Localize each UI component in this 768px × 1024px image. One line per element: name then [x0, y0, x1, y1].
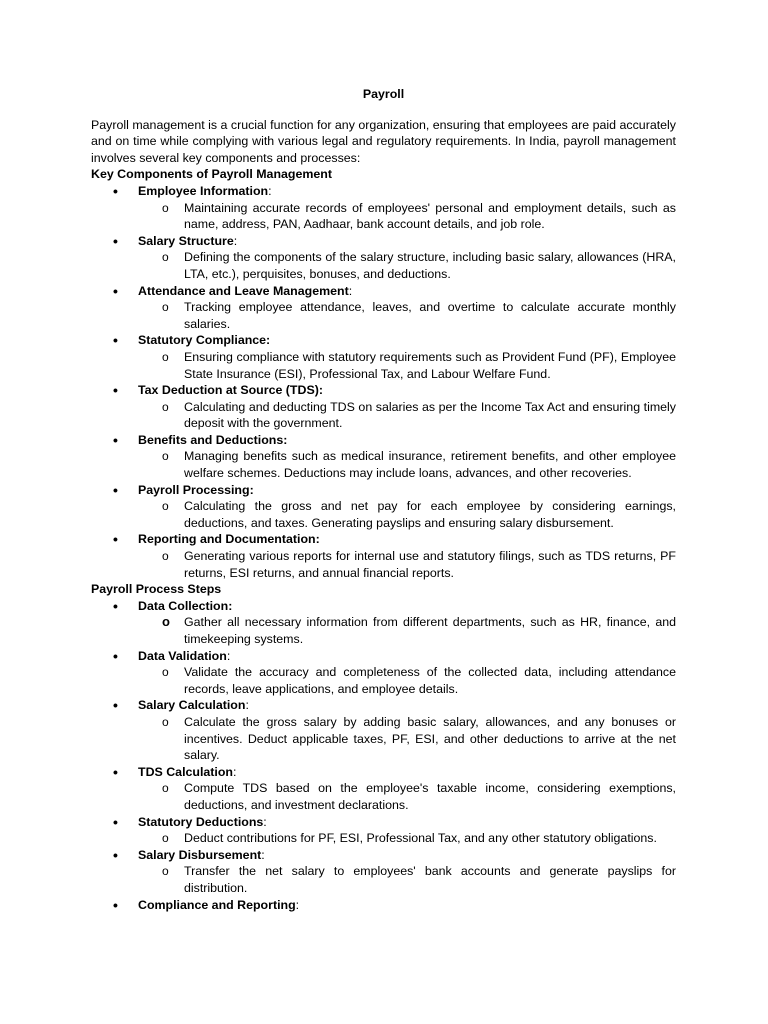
list-item	[91, 598, 676, 648]
bullet-icon: •	[113, 332, 118, 349]
document-body	[91, 166, 676, 913]
circle-bullet-icon: o	[162, 300, 169, 315]
sub-list	[91, 830, 676, 847]
item-title: Reporting and Documentation:	[138, 532, 320, 547]
list-item	[91, 697, 676, 763]
item-colon: :	[245, 698, 249, 713]
item-title: Data Collection:	[138, 598, 233, 613]
list-item	[91, 382, 676, 432]
sub-item-text: Generating various reports for internal use and statutory filings, such as TDS returns, PF returns, ESI returns, and annual financial reports.	[184, 549, 676, 580]
list-item	[91, 648, 676, 698]
bullet-icon: •	[113, 697, 118, 714]
item-title: TDS Calculation	[138, 764, 234, 779]
bullet-icon: •	[113, 232, 118, 249]
item-title: Salary Calculation	[138, 698, 246, 713]
sub-item-text: Gather all necessary information from different departments, such as HR, finance, and timekeeping systems.	[184, 615, 676, 646]
sub-list	[91, 614, 676, 647]
item-colon: :	[348, 283, 353, 298]
sub-list-item	[138, 200, 676, 233]
item-title: Attendance and Leave Management	[138, 283, 349, 298]
bullet-icon: •	[113, 597, 118, 614]
item-title: Benefits and Deductions:	[138, 432, 288, 447]
list-item	[91, 432, 676, 482]
circle-bullet-icon: o	[162, 349, 169, 364]
circle-bullet-icon: o	[162, 831, 169, 846]
item-title: Tax Deduction at Source (TDS):	[138, 383, 323, 398]
sub-list	[91, 349, 676, 382]
bullet-icon: •	[113, 531, 118, 548]
list-item	[91, 814, 676, 847]
circle-bullet-icon: o	[162, 781, 169, 796]
sub-list-item	[138, 780, 676, 813]
item-title: Statutory Compliance:	[138, 333, 271, 348]
sub-list	[91, 863, 676, 896]
sub-list	[91, 780, 676, 813]
sub-list	[91, 448, 676, 481]
circle-bullet-icon: o	[162, 714, 169, 729]
list-item	[91, 283, 676, 333]
sub-list	[91, 498, 676, 531]
list-item	[91, 847, 676, 897]
item-colon: :	[263, 814, 267, 829]
item-colon: :	[261, 847, 265, 862]
item-colon: :	[268, 183, 272, 198]
sub-item-text: Tracking employee attendance, leaves, and overtime to calculate accurate monthly salaries.	[184, 300, 676, 331]
sub-list-item	[138, 548, 676, 581]
sub-item-text: Managing benefits such as medical insurance, retirement benefits, and other employee welfare schemes. Deductions may include loans, advances, and other recoveries.	[184, 449, 676, 481]
item-title: Salary Disbursement	[138, 847, 262, 862]
item-title: Employee Information	[138, 183, 269, 198]
circle-bullet-icon: o	[162, 449, 169, 464]
list-item	[91, 897, 676, 914]
circle-bullet-icon: o	[162, 499, 169, 514]
item-title: Payroll Processing:	[138, 482, 254, 497]
sub-list-item	[138, 664, 676, 697]
sub-list-item	[138, 448, 676, 481]
list-item	[91, 233, 676, 283]
sub-list-item	[138, 863, 676, 896]
bullet-icon: •	[113, 481, 118, 498]
item-colon: :	[295, 897, 300, 912]
sub-list	[91, 548, 676, 581]
item-title: Salary Structure	[138, 233, 234, 248]
sub-list-item	[138, 614, 676, 647]
sub-list	[91, 399, 676, 432]
item-title: Compliance and Reporting	[138, 897, 296, 912]
circle-bullet-icon: o	[162, 250, 169, 265]
list-item	[91, 531, 676, 581]
sub-item-text: Calculate the gross salary by adding basic salary, allowances, and any bonuses or incentives. Deduct applicable taxes, PF, ESI, and other deductions to arrive at the net salary.	[184, 714, 676, 763]
circle-bullet-icon: o	[162, 864, 169, 879]
item-title: Statutory Deductions	[138, 814, 264, 829]
bullet-icon: •	[113, 647, 118, 664]
list-item	[91, 332, 676, 382]
sub-item-text: Compute TDS based on the employee's taxable income, considering exemptions, deductions, and investment declarations.	[184, 781, 676, 812]
bullet-icon: •	[113, 182, 118, 199]
sub-list-item	[138, 249, 676, 282]
sub-list	[91, 714, 676, 764]
section-heading: Key Components of Payroll Management	[91, 167, 332, 182]
item-title: Data Validation	[138, 648, 227, 663]
sub-item-text: Deduct contributions for PF, ESI, Professional Tax, and any other statutory obligations.	[184, 831, 657, 846]
sub-item-text: Defining the components of the salary structure, including basic salary, allowances (HRA, LTA, etc.), perquisites, bonuses, and deductions.	[184, 250, 676, 281]
bullet-icon: •	[113, 282, 118, 299]
sub-list-item	[138, 399, 676, 432]
bullet-icon: •	[113, 813, 118, 830]
item-colon: :	[233, 764, 237, 779]
list-item	[91, 764, 676, 814]
item-colon: :	[226, 648, 231, 663]
page-title: Payroll	[362, 87, 405, 101]
list-item	[91, 183, 676, 233]
bullet-icon: •	[113, 896, 118, 913]
circle-bullet-icon: o	[162, 399, 169, 414]
intro-paragraph: Payroll management is a crucial function for any organization, ensuring that employees are paid accurately and on time while complying with various legal and regulatory requirements. In India, payroll management involves several key components and processes:	[91, 117, 676, 165]
sub-item-text: Maintaining accurate records of employees' personal and employment details, such as name, address, PAN, Aadhaar, bank account details, and job role.	[184, 200, 676, 232]
section-heading: Payroll Process Steps	[91, 582, 222, 597]
circle-bullet-icon: o	[162, 200, 169, 215]
sub-list	[91, 200, 676, 233]
sub-list	[91, 299, 676, 332]
sub-item-text: Transfer the net salary to employees' bank accounts and generate payslips for distribution.	[184, 864, 676, 895]
bullet-list	[91, 598, 676, 913]
bullet-icon: •	[113, 431, 118, 448]
bullet-icon: •	[113, 763, 118, 780]
list-item	[91, 482, 676, 532]
bullet-icon: •	[113, 382, 118, 399]
bullet-list	[91, 183, 676, 581]
sub-list	[91, 664, 676, 697]
circle-bullet-icon: o	[162, 614, 170, 630]
sub-list-item	[138, 714, 676, 764]
sub-list	[91, 249, 676, 282]
sub-item-text: Validate the accuracy and completeness of the collected data, including attendance records, leave applications, and employee details.	[184, 665, 676, 696]
sub-list-item	[138, 830, 676, 847]
sub-list-item	[138, 498, 676, 531]
sub-item-text: Calculating the gross and net pay for each employee by considering earnings, deductions, and taxes. Generating payslips and ensuring salary disbursement.	[184, 499, 676, 530]
sub-item-text: Calculating and deducting TDS on salaries as per the Income Tax Act and ensuring timely deposit with the government.	[184, 399, 676, 431]
item-colon: :	[233, 233, 238, 248]
sub-list-item	[138, 299, 676, 332]
circle-bullet-icon: o	[162, 665, 169, 680]
circle-bullet-icon: o	[162, 549, 169, 564]
sub-item-text: Ensuring compliance with statutory requirements such as Provident Fund (PF), Employee State Insurance (ESI), Professional Tax, and Labour Welfare Fund.	[184, 349, 676, 381]
sub-list-item	[138, 349, 676, 382]
bullet-icon: •	[113, 846, 118, 863]
document-page	[91, 86, 676, 913]
